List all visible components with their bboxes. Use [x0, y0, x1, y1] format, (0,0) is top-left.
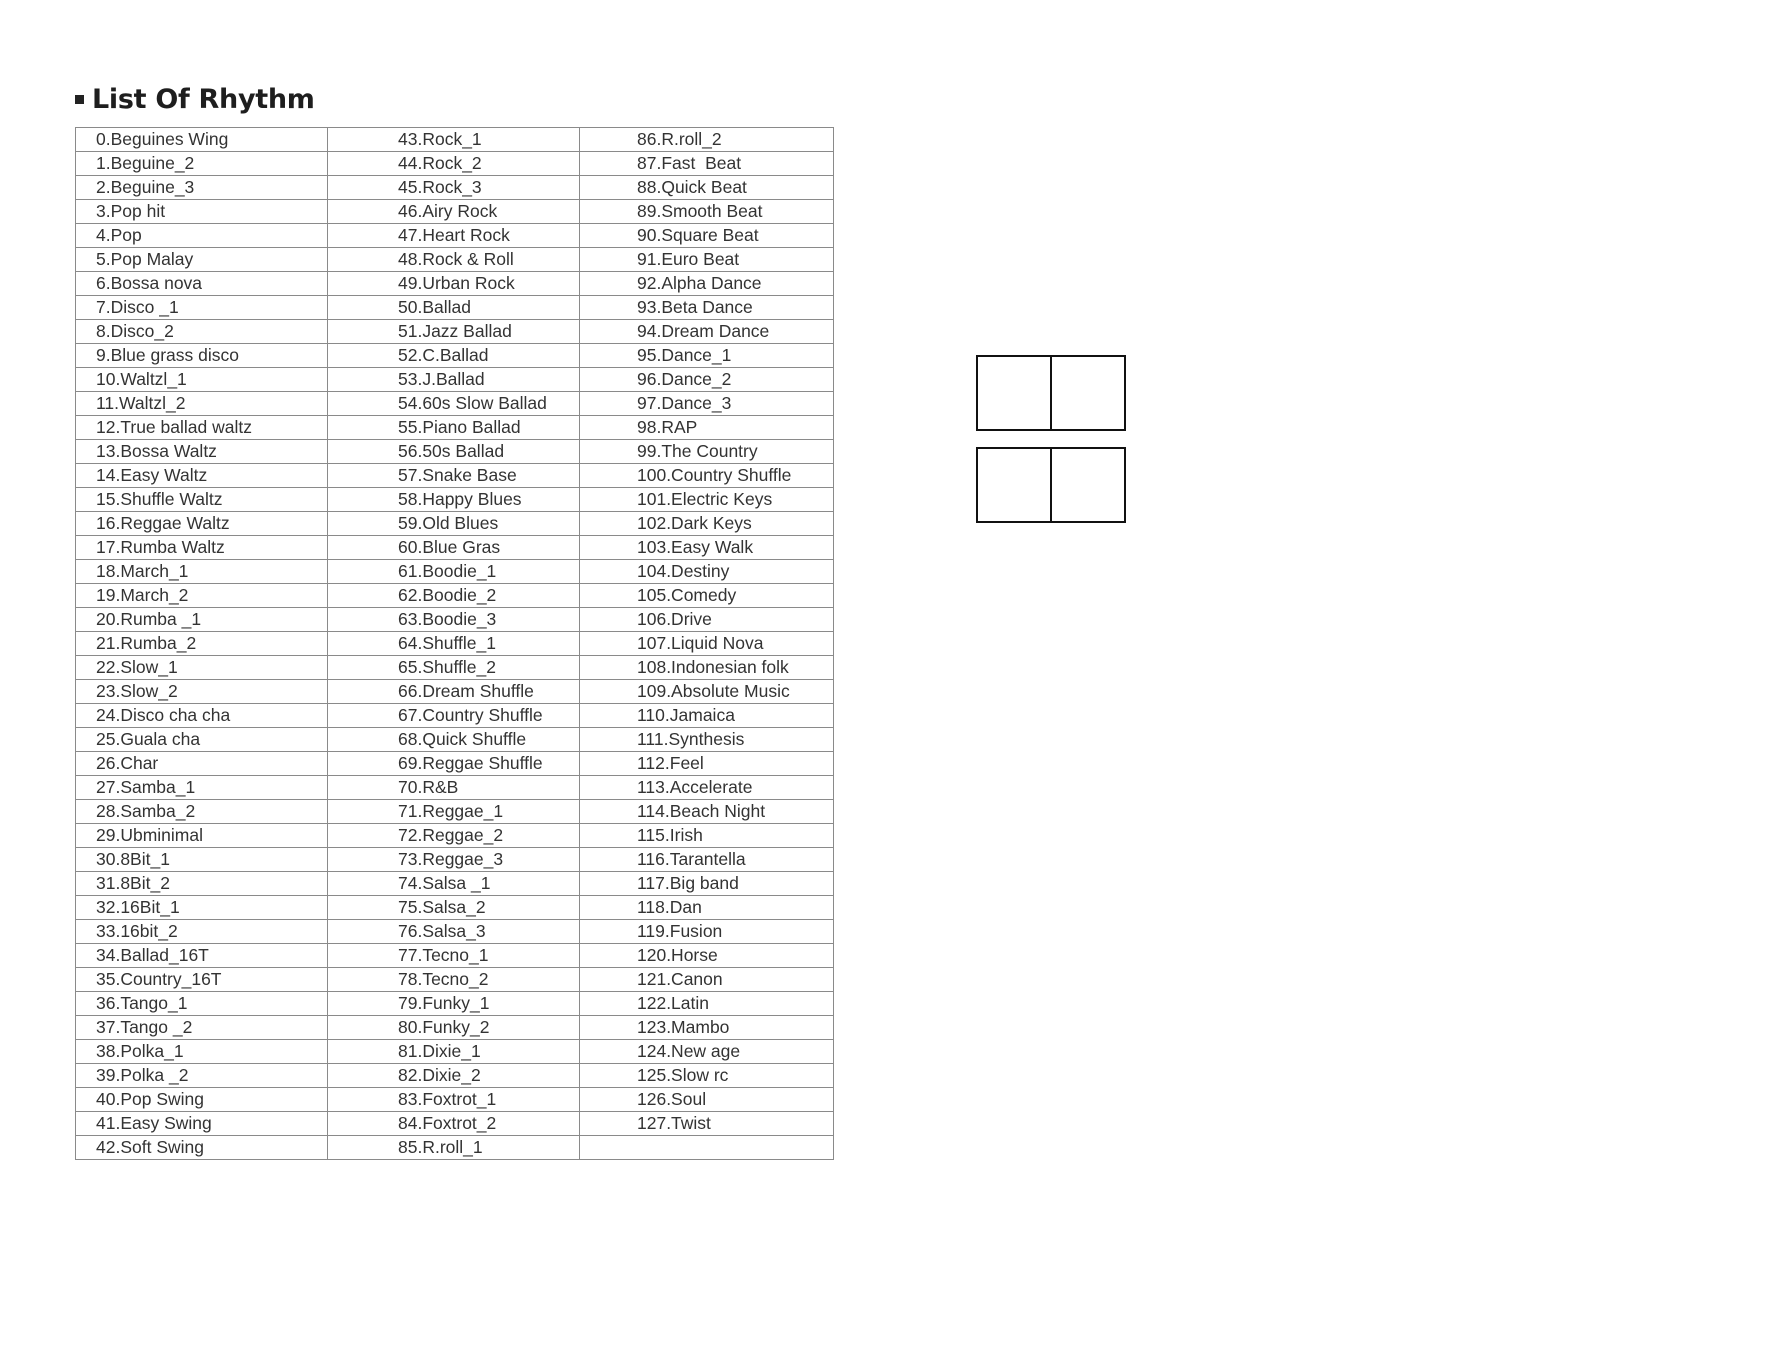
- rhythm-cell: 22.Slow_1: [76, 656, 328, 680]
- rhythm-cell: 127.Twist: [580, 1112, 834, 1136]
- blank-box-cell: [978, 449, 1050, 521]
- rhythm-cell: 104.Destiny: [580, 560, 834, 584]
- rhythm-cell: 34.Ballad_16T: [76, 944, 328, 968]
- rhythm-cell: 88.Quick Beat: [580, 176, 834, 200]
- rhythm-cell: 101.Electric Keys: [580, 488, 834, 512]
- rhythm-cell: 79.Funky_1: [328, 992, 580, 1016]
- rhythm-cell: 36.Tango_1: [76, 992, 328, 1016]
- table-row: [76, 1064, 834, 1088]
- rhythm-cell: 124.New age: [580, 1040, 834, 1064]
- rhythm-cell: 38.Polka_1: [76, 1040, 328, 1064]
- rhythm-cell: 77.Tecno_1: [328, 944, 580, 968]
- rhythm-cell: 81.Dixie_1: [328, 1040, 580, 1064]
- rhythm-cell: 42.Soft Swing: [76, 1136, 328, 1160]
- page-title: List Of Rhythm: [92, 84, 315, 115]
- rhythm-cell: 106.Drive: [580, 608, 834, 632]
- rhythm-cell: 6.Bossa nova: [76, 272, 328, 296]
- rhythm-cell: 99.The Country: [580, 440, 834, 464]
- rhythm-cell: 53.J.Ballad: [328, 368, 580, 392]
- table-row: [76, 200, 834, 224]
- rhythm-cell: 41.Easy Swing: [76, 1112, 328, 1136]
- rhythm-cell: 110.Jamaica: [580, 704, 834, 728]
- table-row: [76, 1136, 834, 1160]
- blank-box-cell: [978, 357, 1050, 429]
- table-row: [76, 392, 834, 416]
- rhythm-cell: 30.8Bit_1: [76, 848, 328, 872]
- rhythm-cell: 119.Fusion: [580, 920, 834, 944]
- table-row: [76, 488, 834, 512]
- table-row: [76, 608, 834, 632]
- rhythm-cell: 25.Guala cha: [76, 728, 328, 752]
- rhythm-cell: 1.Beguine_2: [76, 152, 328, 176]
- rhythm-cell: 86.R.roll_2: [580, 128, 834, 152]
- blank-box-cell: [1050, 357, 1124, 429]
- rhythm-cell: 63.Boodie_3: [328, 608, 580, 632]
- table-row: [76, 248, 834, 272]
- rhythm-cell: 44.Rock_2: [328, 152, 580, 176]
- rhythm-cell: 97.Dance_3: [580, 392, 834, 416]
- rhythm-cell: 112.Feel: [580, 752, 834, 776]
- rhythm-cell: 70.R&B: [328, 776, 580, 800]
- rhythm-cell: 3.Pop hit: [76, 200, 328, 224]
- table-row: [76, 632, 834, 656]
- table-row: [76, 344, 834, 368]
- rhythm-cell: 67.Country Shuffle: [328, 704, 580, 728]
- table-row: [76, 464, 834, 488]
- rhythm-table-body: [76, 128, 834, 1160]
- rhythm-cell: 74.Salsa _1: [328, 872, 580, 896]
- rhythm-cell: 2.Beguine_3: [76, 176, 328, 200]
- rhythm-cell: 114.Beach Night: [580, 800, 834, 824]
- table-row: [76, 920, 834, 944]
- rhythm-cell: 126.Soul: [580, 1088, 834, 1112]
- table-row: [76, 368, 834, 392]
- table-row: [76, 704, 834, 728]
- rhythm-cell: 102.Dark Keys: [580, 512, 834, 536]
- rhythm-cell: 71.Reggae_1: [328, 800, 580, 824]
- table-row: [76, 776, 834, 800]
- rhythm-cell: 49.Urban Rock: [328, 272, 580, 296]
- table-row: [76, 440, 834, 464]
- rhythm-cell: 85.R.roll_1: [328, 1136, 580, 1160]
- table-row: [76, 272, 834, 296]
- square-bullet-icon: [75, 95, 84, 104]
- rhythm-cell: 31.8Bit_2: [76, 872, 328, 896]
- rhythm-cell: 18.March_1: [76, 560, 328, 584]
- rhythm-cell: 75.Salsa_2: [328, 896, 580, 920]
- rhythm-cell: 64.Shuffle_1: [328, 632, 580, 656]
- rhythm-cell: 33.16bit_2: [76, 920, 328, 944]
- rhythm-cell: 105.Comedy: [580, 584, 834, 608]
- rhythm-cell: 91.Euro Beat: [580, 248, 834, 272]
- rhythm-cell: [580, 1136, 834, 1160]
- rhythm-cell: 89.Smooth Beat: [580, 200, 834, 224]
- rhythm-cell: 69.Reggae Shuffle: [328, 752, 580, 776]
- blank-box-group: [976, 447, 1126, 523]
- table-row: [76, 536, 834, 560]
- rhythm-cell: 83.Foxtrot_1: [328, 1088, 580, 1112]
- rhythm-cell: 73.Reggae_3: [328, 848, 580, 872]
- rhythm-cell: 11.Waltzl_2: [76, 392, 328, 416]
- table-row: [76, 968, 834, 992]
- rhythm-cell: 19.March_2: [76, 584, 328, 608]
- rhythm-cell: 4.Pop: [76, 224, 328, 248]
- rhythm-cell: 80.Funky_2: [328, 1016, 580, 1040]
- table-row: [76, 560, 834, 584]
- rhythm-cell: 37.Tango _2: [76, 1016, 328, 1040]
- rhythm-cell: 55.Piano Ballad: [328, 416, 580, 440]
- rhythm-cell: 82.Dixie_2: [328, 1064, 580, 1088]
- rhythm-cell: 43.Rock_1: [328, 128, 580, 152]
- rhythm-cell: 54.60s Slow Ballad: [328, 392, 580, 416]
- rhythm-cell: 94.Dream Dance: [580, 320, 834, 344]
- rhythm-cell: 96.Dance_2: [580, 368, 834, 392]
- table-row: [76, 1016, 834, 1040]
- rhythm-cell: 51.Jazz Ballad: [328, 320, 580, 344]
- table-row: [76, 296, 834, 320]
- table-row: [76, 176, 834, 200]
- table-row: [76, 728, 834, 752]
- rhythm-cell: 17.Rumba Waltz: [76, 536, 328, 560]
- rhythm-cell: 50.Ballad: [328, 296, 580, 320]
- rhythm-cell: 111.Synthesis: [580, 728, 834, 752]
- rhythm-cell: 13.Bossa Waltz: [76, 440, 328, 464]
- table-row: [76, 320, 834, 344]
- rhythm-cell: 56.50s Ballad: [328, 440, 580, 464]
- rhythm-cell: 9.Blue grass disco: [76, 344, 328, 368]
- table-row: [76, 1040, 834, 1064]
- rhythm-cell: 87.Fast Beat: [580, 152, 834, 176]
- table-row: [76, 872, 834, 896]
- rhythm-cell: 8.Disco_2: [76, 320, 328, 344]
- rhythm-cell: 29.Ubminimal: [76, 824, 328, 848]
- rhythm-cell: 103.Easy Walk: [580, 536, 834, 560]
- rhythm-cell: 14.Easy Waltz: [76, 464, 328, 488]
- table-row: [76, 680, 834, 704]
- rhythm-cell: 72.Reggae_2: [328, 824, 580, 848]
- table-row: [76, 1088, 834, 1112]
- rhythm-cell: 66.Dream Shuffle: [328, 680, 580, 704]
- table-row: [76, 992, 834, 1016]
- rhythm-cell: 84.Foxtrot_2: [328, 1112, 580, 1136]
- rhythm-cell: 78.Tecno_2: [328, 968, 580, 992]
- rhythm-cell: 108.Indonesian folk: [580, 656, 834, 680]
- rhythm-cell: 120.Horse: [580, 944, 834, 968]
- rhythm-cell: 7.Disco _1: [76, 296, 328, 320]
- rhythm-cell: 24.Disco cha cha: [76, 704, 328, 728]
- rhythm-cell: 117.Big band: [580, 872, 834, 896]
- blank-box-area: [976, 355, 1126, 539]
- rhythm-cell: 95.Dance_1: [580, 344, 834, 368]
- table-row: [76, 896, 834, 920]
- table-row: [76, 416, 834, 440]
- rhythm-cell: 60.Blue Gras: [328, 536, 580, 560]
- rhythm-cell: 20.Rumba _1: [76, 608, 328, 632]
- table-row: [76, 656, 834, 680]
- rhythm-cell: 32.16Bit_1: [76, 896, 328, 920]
- rhythm-cell: 93.Beta Dance: [580, 296, 834, 320]
- rhythm-cell: 57.Snake Base: [328, 464, 580, 488]
- rhythm-cell: 62.Boodie_2: [328, 584, 580, 608]
- rhythm-cell: 122.Latin: [580, 992, 834, 1016]
- rhythm-cell: 12.True ballad waltz: [76, 416, 328, 440]
- rhythm-cell: 76.Salsa_3: [328, 920, 580, 944]
- rhythm-cell: 125.Slow rc: [580, 1064, 834, 1088]
- rhythm-cell: 39.Polka _2: [76, 1064, 328, 1088]
- rhythm-cell: 123.Mambo: [580, 1016, 834, 1040]
- rhythm-cell: 15.Shuffle Waltz: [76, 488, 328, 512]
- rhythm-cell: 40.Pop Swing: [76, 1088, 328, 1112]
- table-row: [76, 224, 834, 248]
- rhythm-cell: 28.Samba_2: [76, 800, 328, 824]
- table-row: [76, 848, 834, 872]
- rhythm-cell: 52.C.Ballad: [328, 344, 580, 368]
- rhythm-cell: 92.Alpha Dance: [580, 272, 834, 296]
- rhythm-cell: 100.Country Shuffle: [580, 464, 834, 488]
- table-row: [76, 128, 834, 152]
- rhythm-cell: 118.Dan: [580, 896, 834, 920]
- table-row: [76, 1112, 834, 1136]
- table-row: [76, 944, 834, 968]
- rhythm-cell: 16.Reggae Waltz: [76, 512, 328, 536]
- rhythm-cell: 47.Heart Rock: [328, 224, 580, 248]
- rhythm-cell: 113.Accelerate: [580, 776, 834, 800]
- rhythm-cell: 48.Rock & Roll: [328, 248, 580, 272]
- rhythm-cell: 46.Airy Rock: [328, 200, 580, 224]
- table-row: [76, 800, 834, 824]
- rhythm-cell: 58.Happy Blues: [328, 488, 580, 512]
- rhythm-cell: 61.Boodie_1: [328, 560, 580, 584]
- rhythm-cell: 35.Country_16T: [76, 968, 328, 992]
- rhythm-cell: 65.Shuffle_2: [328, 656, 580, 680]
- blank-box-group: [976, 355, 1126, 431]
- rhythm-cell: 121.Canon: [580, 968, 834, 992]
- table-row: [76, 152, 834, 176]
- rhythm-cell: 59.Old Blues: [328, 512, 580, 536]
- rhythm-cell: 90.Square Beat: [580, 224, 834, 248]
- rhythm-list-table: [75, 127, 834, 1160]
- rhythm-cell: 115.Irish: [580, 824, 834, 848]
- rhythm-cell: 23.Slow_2: [76, 680, 328, 704]
- rhythm-cell: 27.Samba_1: [76, 776, 328, 800]
- rhythm-cell: 10.Waltzl_1: [76, 368, 328, 392]
- rhythm-cell: 21.Rumba_2: [76, 632, 328, 656]
- rhythm-cell: 26.Char: [76, 752, 328, 776]
- rhythm-cell: 109.Absolute Music: [580, 680, 834, 704]
- rhythm-cell: 0.Beguines Wing: [76, 128, 328, 152]
- rhythm-cell: 116.Tarantella: [580, 848, 834, 872]
- rhythm-cell: 45.Rock_3: [328, 176, 580, 200]
- blank-box-cell: [1050, 449, 1124, 521]
- section-heading: [75, 84, 315, 115]
- rhythm-cell: 107.Liquid Nova: [580, 632, 834, 656]
- table-row: [76, 512, 834, 536]
- rhythm-cell: 5.Pop Malay: [76, 248, 328, 272]
- rhythm-cell: 98.RAP: [580, 416, 834, 440]
- rhythm-cell: 68.Quick Shuffle: [328, 728, 580, 752]
- table-row: [76, 752, 834, 776]
- table-row: [76, 584, 834, 608]
- table-row: [76, 824, 834, 848]
